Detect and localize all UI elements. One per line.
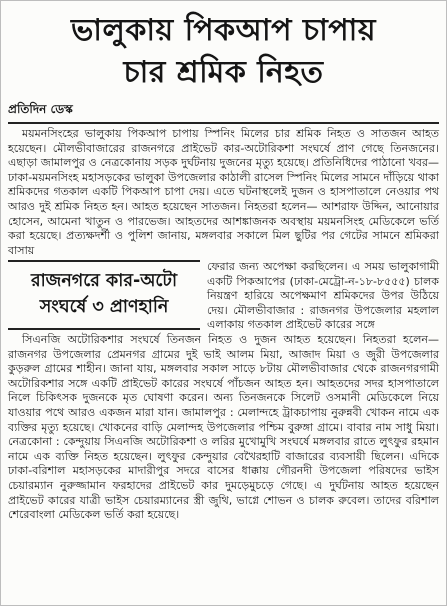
article-paragraph-3: সিএনজি অটোরিকশার সংঘর্ষে তিনজন নিহত ও দুজন আহত হয়েছেন। নিহতরা হলেন— রাজনগর উপজেলার প্রেমনগর গ্রামের দুই ভাই আলম মিয়া, আজাদ মিয়া ও জুরী উপজেলার কুড়রুল গ্রামের শাহীন। জানা যায়, মঙ্গলবার সকাল সাড়ে ৮টায় মৌলভীবাজার থেকে রাজনগরগামী অটোরিকশার সঙ্গে একটি প্রাইভেট কারের সংঘর্ষে পাঁচজন আহত হন। আহতদের সদর হাসপাতালে নিলে চিকিৎসক দুজনকে মৃত ঘোষণা করেন। অন্য তিনজনকে সিলেট ওসমানী মেডিকেলে নিয়ে যাওয়ার পথে আরও একজন মারা যান। জামালপুর : মেলান্দহে ট্রাকচাপায় নুরুন্নবী খোকন নামে এক ব্যক্তির মৃত্যু হয়েছে। খোকনের বাড়ি মেলান্দহ উপজেলার পশ্চিম বুরুঙ্গা গ্রামে। বাবার নাম সাধু মিয়া। নেত্রকোনা : কেন্দুয়ায় সিএনজি অটোরিকশা ও লরির মুখোমুখি সংঘর্ষে মঙ্গলবার রাতে লুৎফুর রহমান নামে এক ব্যক্তি নিহত হয়েছেন। লুৎফুর কেন্দুয়ার বেখৈরহাটি বাজারের ব্যবসায়ী ছিলেন। এদিকে ঢাকা-বরিশাল মহাসড়কের মাদারীপুর সদরে বাসের ধাক্কায় গৌরনদী উপজেলা পরিষদের ভাইস চেয়ারম্যান নুরুজ্জামান ফরহাদের প্রাইভেট কার দুমড়েমুচড়ে গেছে। এ দুর্ঘটনায় আহত হয়েছেন প্রাইভেট কারের যাত্রী ভাইস চেয়ারম্যানের স্ত্রী জুথি, ভাগ্নে শোভন ও চালক রুবেল। তাদের বরিশাল শেরেবাংলা মেডিকেল ভর্তি করা হয়েছে। bbox=[8, 333, 439, 522]
byline-divider bbox=[8, 122, 439, 124]
article-paragraph-1: ময়মনসিংহের ভালুকায় পিকআপ চাপায় স্পিনিং মিলের চার শ্রমিক নিহত ও সাতজন আহত হয়েছেন। মৌলভীবাজারের রাজনগরে প্রাইভেট কার-অটোরিকশা সংঘর্ষে প্রাণ গেছে তিনজনের। এছাড়া জামালপুর ও নেত্রকোনায় সড়ক দুর্ঘটনায় দুজনের মৃত্যু হয়েছে। প্রতিনিধিদের পাঠানো খবর— ঢাকা-ময়মনসিংহ মহাসড়কের ভালুকা উপজেলার কাঠালী রাসেল স্পিনিং মিলের সামনে দাঁড়িয়ে থাকা শ্রমিকদের গতকাল একটি পিকআপ চাপা দেয়। এতে ঘটনাস্থলেই দুজন ও হাসপাতালে নেওয়ার পথ আরও দুই শ্রমিক নিহত হন। আহত হয়েছেন সাতজন। নিহতরা হলেন— আশরাফ উদ্দিন, আনোয়ার হোসেন, আমেনা খাতুন ও পারভেজ। আহতদের আশঙ্কাজনক অবস্থায় ময়মনসিংহ মেডিকেলে ভর্তি করা হয়েছে। প্রত্যক্ষদর্শী ও পুলিশ জানায়, মঙ্গলবার সকালে মিল ছুটির পর গেটের সামনে শ্রমিকরা বাসায় bbox=[8, 127, 439, 257]
byline: প্রতিদিন ডেস্ক bbox=[8, 102, 73, 116]
headline-line-1: ভালুকায় পিকআপ চাপায় bbox=[70, 13, 377, 48]
sub-headline-line-2: সংঘর্ষে ৩ প্রাণহানি bbox=[39, 297, 169, 317]
sub-headline-box bbox=[8, 260, 200, 330]
headline-line-2: চার শ্রমিক নিহত bbox=[123, 55, 324, 90]
sub-headline-line-1: রাজনগরে কার-অটো bbox=[30, 271, 178, 291]
article-paragraph-2: ফেরার জন্য অপেক্ষা করছিলেন। এ সময় ভালুকাগামী একটি পিকআপের (ঢাকা-মেট্রো-ন-১৮-৮৫৫৫) চালক নিয়ন্ত্রণ হারিয়ে অপেক্ষমাণ শ্রমিকদের উপর উঠিয়ে দেয়। মৌলভীবাজার : রাজনগর উপজেলার মহলাল এলাকায় গতকাল প্রাইভেট কারের সঙ্গে bbox=[207, 260, 439, 332]
